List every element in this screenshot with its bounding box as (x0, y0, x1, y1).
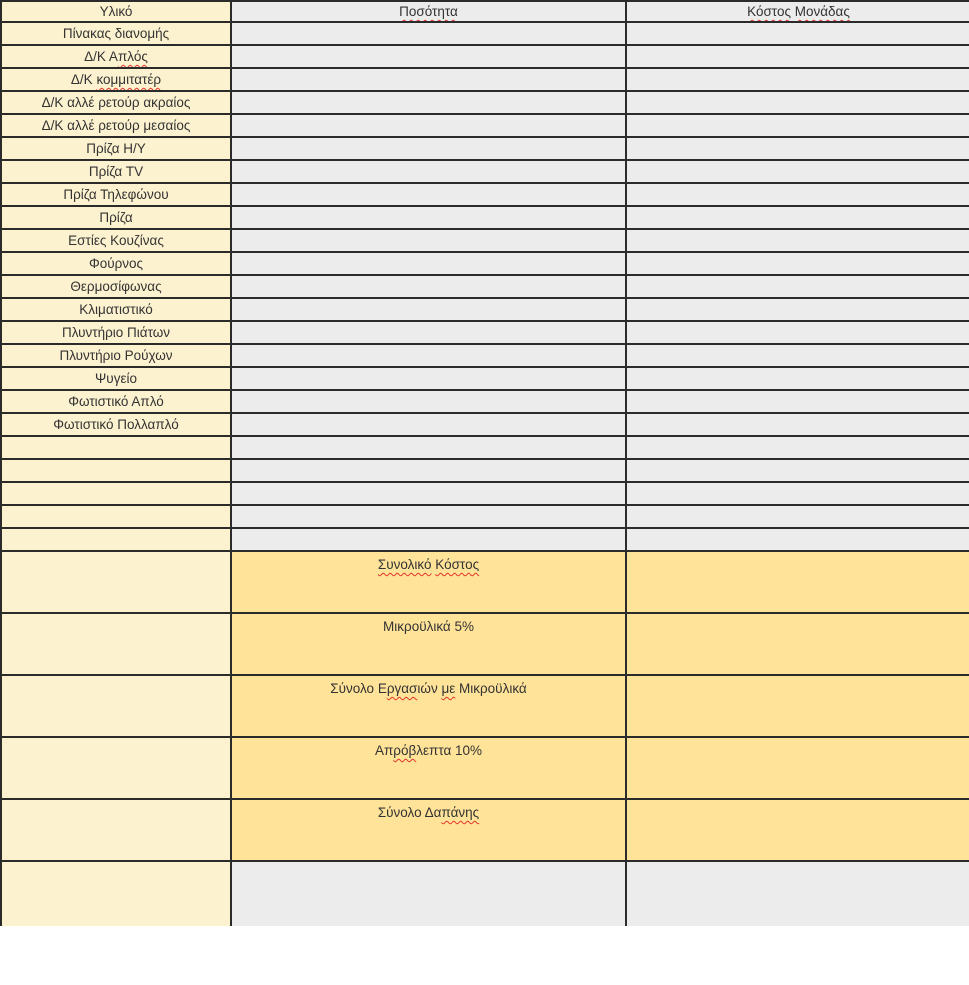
material-cell[interactable] (1, 321, 231, 344)
material-cell[interactable] (1, 160, 231, 183)
material-cell[interactable] (1, 675, 231, 737)
unit-cost-cell[interactable] (626, 137, 969, 160)
misspelled-text: Μονάδας (794, 4, 850, 19)
quantity-cell[interactable] (231, 114, 626, 137)
col-header-material[interactable] (1, 1, 231, 22)
material-cell[interactable] (1, 45, 231, 68)
quantity-cell[interactable] (231, 390, 626, 413)
unit-cost-cell[interactable] (626, 275, 969, 298)
material-row (1, 68, 969, 91)
label-text: Εστίες Κουζίνας (68, 233, 164, 248)
misspelled-text: Κόστος (435, 557, 480, 572)
label-text: λεπτα 10% (416, 743, 483, 758)
quantity-cell[interactable] (231, 413, 626, 436)
material-cell[interactable] (1, 68, 231, 91)
quantity-cell[interactable] (231, 252, 626, 275)
material-row (1, 321, 969, 344)
material-row (1, 91, 969, 114)
quantity-cell[interactable] (231, 321, 626, 344)
unit-cost-cell[interactable] (626, 436, 969, 459)
material-cell[interactable] (1, 390, 231, 413)
unit-cost-cell[interactable] (626, 367, 969, 390)
quantity-cell[interactable] (231, 68, 626, 91)
label-text: Απ (374, 743, 394, 758)
empty-material-row (1, 528, 969, 551)
material-cell[interactable] (1, 482, 231, 505)
material-cell[interactable] (1, 206, 231, 229)
material-row (1, 252, 969, 275)
quantity-cell[interactable] (231, 229, 626, 252)
material-row (1, 45, 969, 68)
summary-row (1, 799, 969, 861)
quantity-cell[interactable] (231, 482, 626, 505)
quantity-cell[interactable] (231, 275, 626, 298)
misspelled-text: πλός (117, 49, 148, 64)
quantity-cell[interactable] (231, 459, 626, 482)
material-row (1, 390, 969, 413)
material-row (1, 137, 969, 160)
summary-value-cell[interactable] (626, 675, 969, 737)
material-row (1, 114, 969, 137)
unit-cost-cell[interactable] (626, 861, 969, 926)
empty-material-row (1, 505, 969, 528)
material-cell[interactable] (1, 459, 231, 482)
label-text: Δ/Κ αλλέ ρετούρ μεσαίος (41, 118, 191, 133)
summary-value-cell[interactable] (626, 613, 969, 675)
summary-row (1, 613, 969, 675)
quantity-cell[interactable] (231, 206, 626, 229)
quantity-cell[interactable] (231, 22, 626, 45)
summary-value-cell[interactable] (626, 737, 969, 799)
quantity-cell[interactable] (231, 436, 626, 459)
unit-cost-cell[interactable] (626, 390, 969, 413)
unit-cost-cell[interactable] (626, 22, 969, 45)
unit-cost-cell[interactable] (626, 91, 969, 114)
label-text: Πλυντήριο Πιάτων (61, 325, 171, 340)
label-text: Δ/Κ αλλέ ρετούρ ακραίος (41, 95, 191, 110)
quantity-cell[interactable] (231, 160, 626, 183)
unit-cost-cell[interactable] (626, 68, 969, 91)
misspelled-text: Κόστος (747, 4, 791, 19)
unit-cost-cell[interactable] (626, 344, 969, 367)
summary-row (1, 737, 969, 799)
material-cell[interactable] (1, 137, 231, 160)
material-cell[interactable] (1, 344, 231, 367)
quantity-cell[interactable] (231, 528, 626, 551)
material-cell[interactable] (1, 275, 231, 298)
misspelled-text: κομμιτατέρ (96, 72, 162, 87)
material-cell[interactable] (1, 413, 231, 436)
material-cell[interactable] (1, 252, 231, 275)
material-cell[interactable] (1, 505, 231, 528)
material-row (1, 160, 969, 183)
table-header (1, 1, 969, 22)
material-row (1, 275, 969, 298)
table-body (1, 22, 969, 926)
material-cell[interactable] (1, 298, 231, 321)
label-text: Πρίζα Τηλεφώνου (63, 187, 169, 202)
quantity-cell[interactable] (231, 183, 626, 206)
unit-cost-cell[interactable] (626, 183, 969, 206)
unit-cost-cell[interactable] (626, 160, 969, 183)
empty-material-row (1, 482, 969, 505)
misspelled-text: ρόβ (393, 743, 417, 758)
label-text: Μικροϋλικά (455, 681, 527, 696)
label-text: Πρίζα Η/Υ (86, 141, 146, 156)
empty-material-row (1, 436, 969, 459)
unit-cost-cell[interactable] (626, 252, 969, 275)
label-text: ιών (417, 681, 442, 696)
summary-label-cell[interactable] (231, 737, 626, 799)
label-text: Υλικό (99, 4, 133, 19)
label-text: Σύνολο Δα (377, 805, 442, 820)
quantity-cell[interactable] (231, 367, 626, 390)
misspelled-text: ργασ (386, 681, 418, 696)
summary-value-cell[interactable] (626, 799, 969, 861)
unit-cost-cell[interactable] (626, 298, 969, 321)
summary-row (1, 675, 969, 737)
summary-value-cell[interactable] (626, 551, 969, 613)
material-cell[interactable] (1, 114, 231, 137)
summary-label-cell[interactable] (231, 675, 626, 737)
unit-cost-cell[interactable] (626, 505, 969, 528)
material-cell[interactable] (1, 528, 231, 551)
label-text: Μικροϋλικά 5% (383, 619, 474, 634)
material-cell[interactable] (1, 436, 231, 459)
label-text: Φωτιστικό Απλό (68, 394, 164, 409)
summary-label-cell[interactable] (231, 799, 626, 861)
label-text: Φούρνος (88, 256, 144, 271)
col-header-unit-cost[interactable] (626, 1, 969, 22)
label-text: Πλυντήριο Ρούχων (59, 348, 173, 363)
misspelled-text: Συνολικό (377, 557, 432, 572)
quantity-cell[interactable] (231, 861, 626, 926)
quantity-cell[interactable] (231, 298, 626, 321)
misspelled-text: πάνης (441, 805, 480, 820)
unit-cost-cell[interactable] (626, 206, 969, 229)
unit-cost-cell[interactable] (626, 482, 969, 505)
material-cell[interactable] (1, 183, 231, 206)
material-row (1, 344, 969, 367)
material-cell[interactable] (1, 861, 231, 926)
label-text: Πίνακας διανομής (62, 26, 170, 41)
unit-cost-cell[interactable] (626, 413, 969, 436)
material-row (1, 183, 969, 206)
material-row (1, 367, 969, 390)
unit-cost-cell[interactable] (626, 114, 969, 137)
label-text: Πρίζα (99, 210, 133, 225)
unit-cost-cell[interactable] (626, 321, 969, 344)
header-row (1, 1, 969, 22)
material-cell[interactable] (1, 613, 231, 675)
unit-cost-cell[interactable] (626, 459, 969, 482)
quantity-cell[interactable] (231, 45, 626, 68)
label-text: Φωτιστικό Πολλαπλό (53, 417, 179, 432)
col-header-quantity[interactable] (231, 1, 626, 22)
unit-cost-cell[interactable] (626, 229, 969, 252)
summary-label-cell[interactable] (231, 551, 626, 613)
label-text: Πρίζα TV (88, 164, 144, 179)
material-row (1, 413, 969, 436)
summary-label-cell[interactable] (231, 613, 626, 675)
summary-row (1, 551, 969, 613)
quantity-cell[interactable] (231, 91, 626, 114)
misspelled-text: Ποσότητα (399, 4, 458, 19)
empty-material-row (1, 459, 969, 482)
quantity-cell[interactable] (231, 505, 626, 528)
unit-cost-cell[interactable] (626, 528, 969, 551)
quantity-cell[interactable] (231, 344, 626, 367)
trailing-empty-row (1, 861, 969, 926)
label-text: Θερμοσίφωνας (70, 279, 162, 294)
material-cell[interactable] (1, 737, 231, 799)
material-row (1, 229, 969, 252)
label-text: Κλιματιστικό (79, 302, 153, 317)
material-row (1, 22, 969, 45)
material-cell[interactable] (1, 551, 231, 613)
material-cell[interactable] (1, 91, 231, 114)
quantity-cell[interactable] (231, 137, 626, 160)
material-cell[interactable] (1, 799, 231, 861)
label-text: Ψυγείο (95, 371, 137, 386)
label-text: Δ/Κ (70, 72, 97, 87)
material-cell[interactable] (1, 22, 231, 45)
material-row (1, 206, 969, 229)
label-text: Σύνολο Ε (330, 681, 387, 696)
material-cell[interactable] (1, 229, 231, 252)
material-row (1, 298, 969, 321)
label-text: Δ/Κ Α (84, 49, 118, 64)
unit-cost-cell[interactable] (626, 45, 969, 68)
material-cell[interactable] (1, 367, 231, 390)
misspelled-text: με (441, 681, 456, 696)
